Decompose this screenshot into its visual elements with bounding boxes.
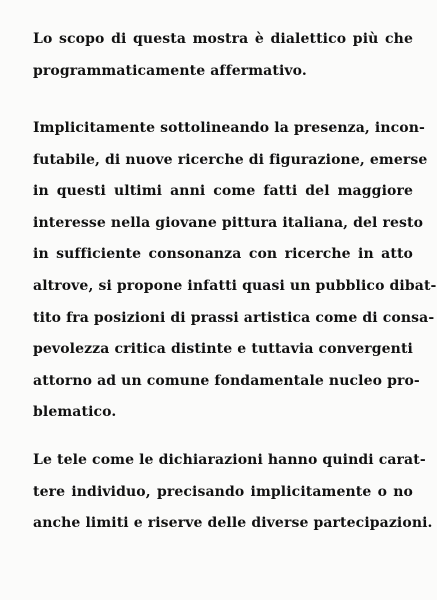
paragraph-3-line-3: anche limiti e riserve delle diverse partecipazioni. (33, 515, 433, 532)
paragraph-2-line-3: in questi ultimi anni come fatti del maggiore (33, 183, 413, 200)
paragraph-2-line-2: futabile, di nuove ricerche di figurazione, emerse (33, 151, 428, 168)
paragraph-2-line-8: pevolezza critica distinte e tuttavia convergenti (33, 341, 413, 358)
paragraph-3-line-2: tere individuo, precisando implicitamente o no (33, 483, 413, 500)
paragraph-2-line-7: tito fra posizioni di prassi artistica come di consa- (33, 309, 435, 326)
paragraph-2-line-10: blematico. (33, 404, 117, 421)
paragraph-1-line-1: Lo scopo di questa mostra è dialettico più che (33, 31, 413, 47)
paragraph-2-line-4: interesse nella giovane pittura italiana, del resto (33, 214, 424, 231)
paragraph-2-line-6: altrove, si propone infatti quasi un pubblico dibat- (33, 277, 437, 294)
paragraph-1-line-2: programmaticamente affermativo. (33, 62, 307, 79)
paragraph-2-line-1: Implicitamente sottolineando la presenza, incon- (33, 120, 425, 136)
paragraph-2-line-9: attorno ad un comune fondamentale nucleo pro- (33, 372, 420, 389)
paragraph-2 (33, 113, 437, 429)
paragraph-2-line-5: in sufficiente consonanza con ricerche in atto (33, 246, 413, 263)
paragraph-3-line-1: Le tele come le dichiarazioni hanno quindi carat- (33, 452, 426, 468)
paragraph-3 (33, 445, 433, 540)
paragraph-1 (33, 24, 413, 87)
